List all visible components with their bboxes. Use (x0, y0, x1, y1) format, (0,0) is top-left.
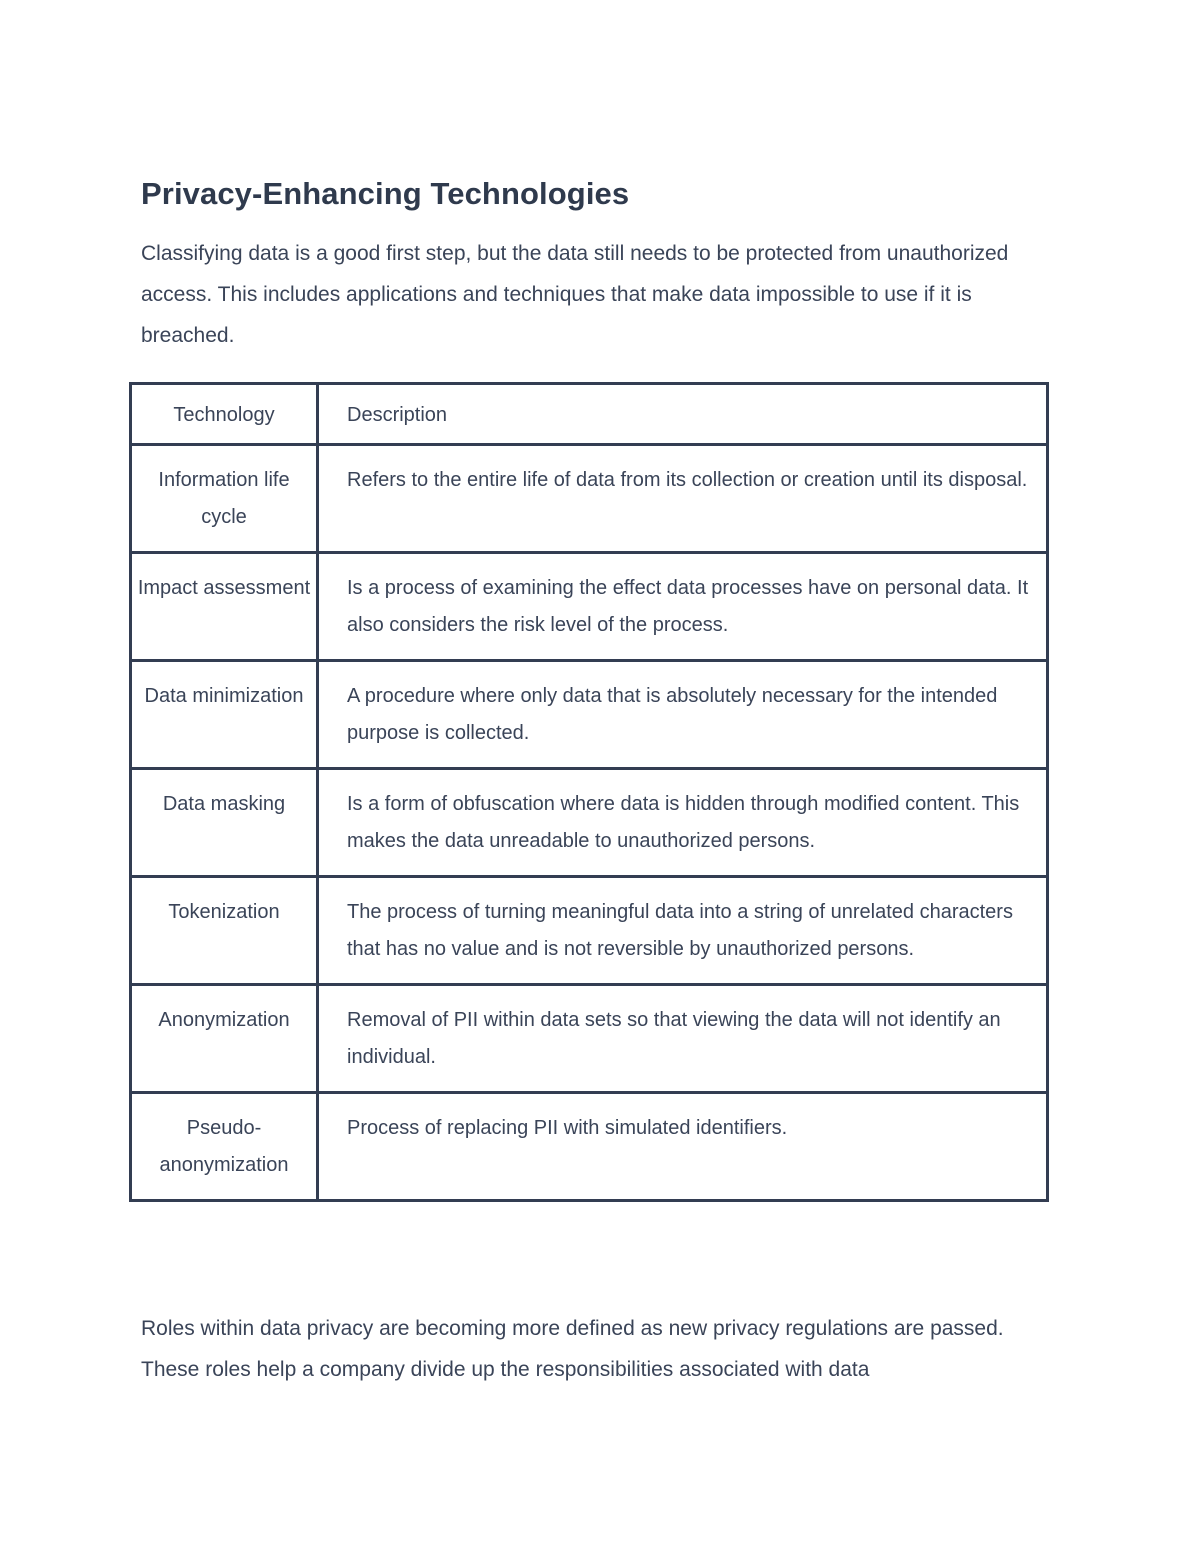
intro-paragraph: Classifying data is a good first step, but the data still needs to be protected from unauthorized access. This includes applications and techniques that make data impossible to use if it is breached. (141, 242, 1009, 347)
table-row (131, 445, 1048, 553)
outro-paragraph: Roles within data privacy are becoming more defined as new privacy regulations are passed. These roles help a company divide up the responsibilities associated with data (141, 1317, 1004, 1381)
description-cell: A procedure where only data that is absolutely necessary for the intended purpose is collected. (318, 661, 1048, 769)
technology-cell: Anonymization (131, 985, 318, 1093)
table-row (131, 877, 1048, 985)
description-cell: Is a form of obfuscation where data is hidden through modified content. This makes the data unreadable to unauthorized persons. (318, 769, 1048, 877)
technology-cell: Tokenization (131, 877, 318, 985)
table-row (131, 553, 1048, 661)
table-row (131, 985, 1048, 1093)
description-cell: Is a process of examining the effect data processes have on personal data. It also considers the risk level of the process. (318, 553, 1048, 661)
technology-cell: Pseudo-anonymization (131, 1093, 318, 1201)
technology-cell: Information life cycle (131, 445, 318, 553)
technology-cell: Data masking (131, 769, 318, 877)
technology-table (129, 382, 1049, 1202)
description-cell: Process of replacing PII with simulated identifiers. (318, 1093, 1048, 1201)
table-header-row (131, 384, 1048, 445)
description-cell: The process of turning meaningful data into a string of unrelated characters that has no value and is not reversible by unauthorized persons. (318, 877, 1048, 985)
description-cell: Refers to the entire life of data from its collection or creation until its disposal. (318, 445, 1048, 553)
header-technology: Technology (131, 384, 318, 445)
page-title: Privacy-Enhancing Technologies (141, 176, 630, 211)
technology-cell: Impact assessment (131, 553, 318, 661)
table-row (131, 1093, 1048, 1201)
table-row (131, 769, 1048, 877)
header-description: Description (318, 384, 1048, 445)
description-cell: Removal of PII within data sets so that viewing the data will not identify an individual. (318, 985, 1048, 1093)
technology-cell: Data minimization (131, 661, 318, 769)
table-row (131, 661, 1048, 769)
